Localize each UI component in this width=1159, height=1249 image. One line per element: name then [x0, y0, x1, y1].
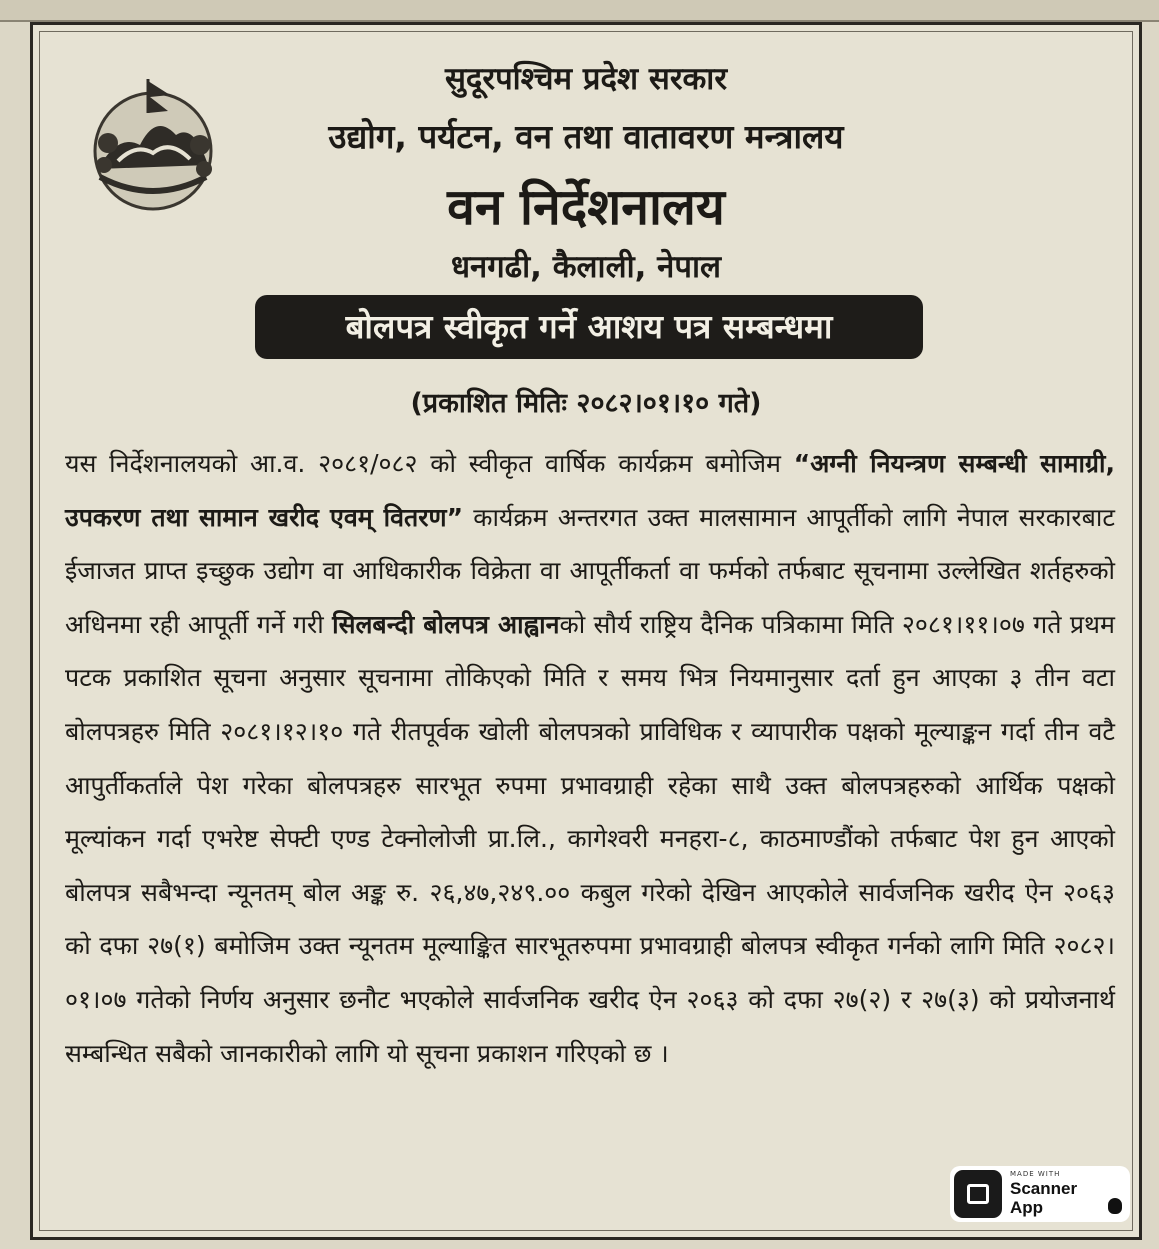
- programme-name: “अग्नी नियन्त्रण सम्बन्धी सामाग्री, उपकरण तथा सामान खरीद एवम् वितरण”: [65, 449, 1115, 532]
- government-name: सुदूरपश्चिम प्रदेश सरकार: [444, 61, 728, 97]
- body-text: को सौर्य राष्ट्रिय दैनिक पत्रिकामा मिति २०८१।११।०७ गते प्रथम पटक प्रकाशित सूचना अनुसार सूचनामा तोकिएको मिति र समय भित्र नियमानुसार दर्ता हुन आएका ३ तीन वटा बोलपत्रहरु मिति २०८१।१२।१० गते रीतपूर्वक खोली बोलपत्रको प्राविधिक र व्यापारीक पक्षको मूल्याङ्कन गर्दा तीन वटै आपुर्तीकर्ताले पेश गरेका बोलपत्रहरु सारभूत रुपमा प्रभावग्राही रहेका साथै उक्त बोलपत्रहरुको आर्थिक पक्षको मूल्यांकन गर्दा एभरेष्ट सेफ्टी एण्ड टेक्नोलोजी प्रा.लि., कागेश्वरी मनहरा-८, काठमाण्डौंको तर्फबाट पेश हुन आएको बोलपत्र सबैभन्दा न्यूनतम् बोल अङ्क रु. २६,४७,२४९.०० कबुल गरेको देखिन आएकोले सार्वजनिक खरीद ऐन २०६३ को दफा २७(१) बमोजिम उक्त न्यूनतम मूल्याङ्कित सारभूतरुपमा प्रभावग्राही बोलपत्र स्वीकृत गर्नको लागि मिति २०८२।०१।०७ गतेको निर्णय अनुसार छनौट भएकोले सार्वजनिक खरीद ऐन २०६३ को दफा २७(२) र २७(३) को प्रयोजनार्थ सम्बन्धित सबैको जानकारीको लागि यो सूचना प्रकाशन गरिएको छ ।: [65, 609, 1115, 1068]
- directorate-name: वन निर्देशनालय: [447, 178, 725, 236]
- notice-frame: [30, 22, 1142, 1240]
- subject-heading: बोलपत्र स्वीकृत गर्ने आशय पत्र सम्बन्धमा: [255, 295, 923, 359]
- body-text: यस निर्देशनालयको आ.व. २०८१/०८२ को स्वीकृत वार्षिक कार्यक्रम बमोजिम: [65, 449, 794, 478]
- ministry-name: उद्योग, पर्यटन, वन तथा वातावरण मन्त्रालय: [328, 117, 844, 156]
- scanner-app-badge: [950, 1166, 1130, 1222]
- badge-made-with: MADE WITH: [1010, 1170, 1061, 1178]
- apple-icon: [1108, 1198, 1122, 1214]
- tender-call-term: सिलबन्दी बोलपत्र आह्वान: [332, 609, 560, 639]
- newspaper-top-strip: [0, 0, 1159, 22]
- published-date: (प्रकाशित मितिः २०८२।०१।१० गते): [410, 388, 762, 419]
- badge-app-name: Scanner App: [1010, 1179, 1078, 1217]
- office-address: धनगढी, कैलाली, नेपाल: [450, 249, 722, 285]
- body-text: कार्यक्रम अन्तरगत उक्त मालसामान आपूर्तीको लागि नेपाल सरकारबाट ईजाजत प्राप्त इच्छुक उद्योग वा आधिकारीक विक्रेता वा आपूर्तीकर्ता वा फर्मको तर्फबाट सूचनामा उल्लेखित शर्तहरुको अधिनमा रही आपूर्ती गर्ने गरी: [65, 502, 1116, 639]
- scanner-app-icon: [954, 1170, 1002, 1218]
- notice-body: [65, 437, 1115, 1080]
